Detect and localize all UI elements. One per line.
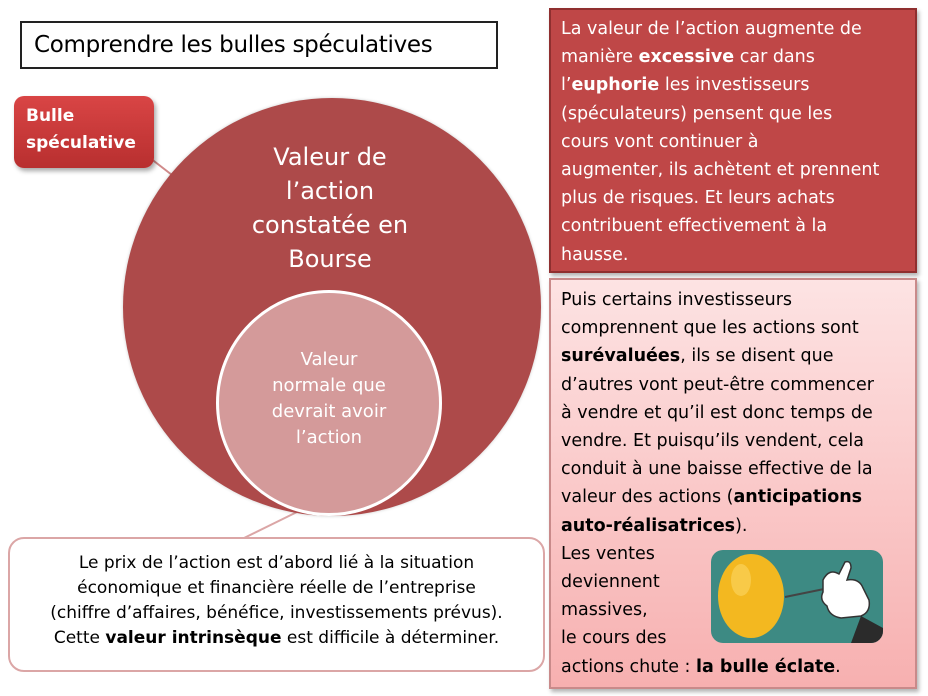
balloon-needle-icon [711,550,883,643]
intrinsic-value-explanation: Le prix de l’action est d’abord lié à la situation économique et financière réelle de l’entreprise (chiffre d’affaires, bénéfice, investissements prévus). Cette valeur intrinsèque est difficile à déterminer. [8,537,545,672]
burst-explanation: Puis certains investisseurs comprennent que les actions sont surévaluées, ils se disent que d’autres vont peut-être commencer à vendre et qu’il est donc temps de vendre. Et puisqu’ils vendent, cela conduit à une baisse effective de la valeur des actions (anticipations auto-réalisatrices). Les ventes deviennent massives, le cours des actions chute : la bulle éclate. [549,278,917,689]
intrinsic-value-label: Valeur normale que devrait avoir l’action [271,349,387,448]
page-title: Comprendre les bulles spéculatives [20,21,498,69]
bubble-tag: Bulle spéculative [14,96,154,168]
euphoria-explanation: La valeur de l’action augmente de manière excessive car dans l’euphorie les investisseurs (spéculateurs) pensent que les cours vont continuer à augmenter, ils achètent et prennent plus de risques. Et leurs achats contribuent effectivement à la hausse. [549,8,917,273]
bottom-connector [240,512,297,540]
market-value-label: Valeur de l’action constatée en Bourse [251,143,409,273]
